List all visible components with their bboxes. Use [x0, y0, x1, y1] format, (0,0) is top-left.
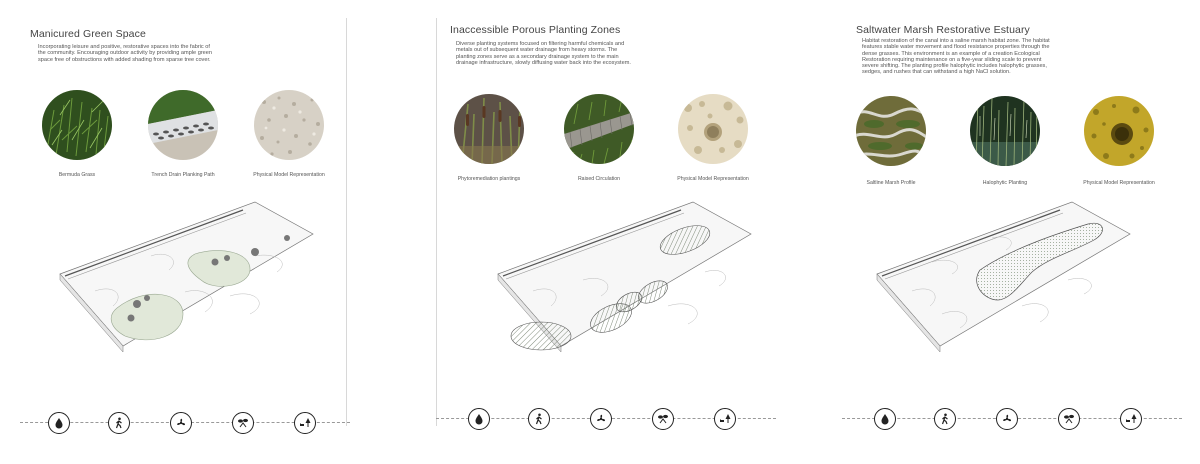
fan-icon [996, 408, 1018, 430]
plants-icon [1058, 408, 1080, 430]
walking-person-icon [528, 408, 550, 430]
image-caption: Bermuda Grass [58, 172, 96, 178]
image-caption: Physical Model Representation [253, 172, 325, 178]
fan-icon [170, 412, 192, 434]
marsh-photo [856, 96, 926, 166]
plants-icon [232, 412, 254, 434]
panel-title: Saltwater Marsh Restorative Estuary [856, 24, 1030, 36]
image-caption: Raised Circulation [577, 176, 621, 182]
physical-model-photo [254, 90, 324, 160]
panel-manicured-green-space [0, 0, 400, 464]
halophyte-photo [970, 96, 1040, 166]
panel-title: Manicured Green Space [30, 28, 146, 40]
boardwalk-photo [564, 94, 634, 164]
tree-dog-icon [714, 408, 736, 430]
image-caption: Physical Model Representation [677, 176, 749, 182]
panel-saltwater-marsh-estuary [814, 0, 1200, 464]
panel-description: Diverse planting systems focused on filtering harmful chemicals and metals out of subsequent water drainage from heavy storms. The planting zones serve as a secondary drainage system to the main drainage infrastructure, slowly diffusing water back into the ecosystem. [456, 41, 631, 66]
water-drop-icon [468, 408, 490, 430]
panel-description: Habitat restoration of the canal into a saline marsh habitat zone. The habitat features stable water movement and flood resistance properties through the dense grasses. This environment is an example of a creation Ecological Restoration requiring maintenance on a five-year sliding scale to prevent severe shifting. The planting profile halophytic includes halophytic grasses, sedges, and rushes that can withstand a high NaCl solution. [862, 38, 1050, 76]
image-caption: Trench Drain Planking Path [151, 172, 215, 178]
program-icon-row [436, 408, 776, 430]
image-caption: Physical Model Representation [1083, 180, 1155, 186]
axonometric-site-plan [493, 196, 758, 376]
walking-person-icon [934, 408, 956, 430]
cattail-photo [454, 94, 524, 164]
panel-divider [346, 18, 347, 426]
plants-icon [652, 408, 674, 430]
sponge-model-photo [1084, 96, 1154, 166]
panel-description: Incorporating leisure and positive, restorative spaces into the fabric of the community. Encouraging outdoor activity by providing ample green space free of obstructions with added shading from sparse tree cover. [38, 44, 213, 63]
trench-drain-photo [148, 90, 218, 160]
panel-divider [436, 18, 437, 426]
tree-dog-icon [1120, 408, 1142, 430]
bermuda-grass-photo [42, 90, 112, 160]
porous-model-photo [678, 94, 748, 164]
tree-dog-icon [294, 412, 316, 434]
walking-person-icon [108, 412, 130, 434]
program-icon-row [20, 412, 350, 434]
image-caption: Halophytic Planting [982, 180, 1028, 186]
axonometric-site-plan [55, 196, 320, 376]
panel-title: Inaccessible Porous Planting Zones [450, 24, 621, 36]
water-drop-icon [874, 408, 896, 430]
fan-icon [590, 408, 612, 430]
image-caption: Saltline Marsh Profile [866, 180, 916, 186]
program-icon-row [842, 408, 1182, 430]
water-drop-icon [48, 412, 70, 434]
axonometric-site-plan [872, 196, 1137, 376]
panel-inaccessible-porous-planting [408, 0, 808, 464]
image-caption: Phytoremediation plantings [457, 176, 521, 182]
